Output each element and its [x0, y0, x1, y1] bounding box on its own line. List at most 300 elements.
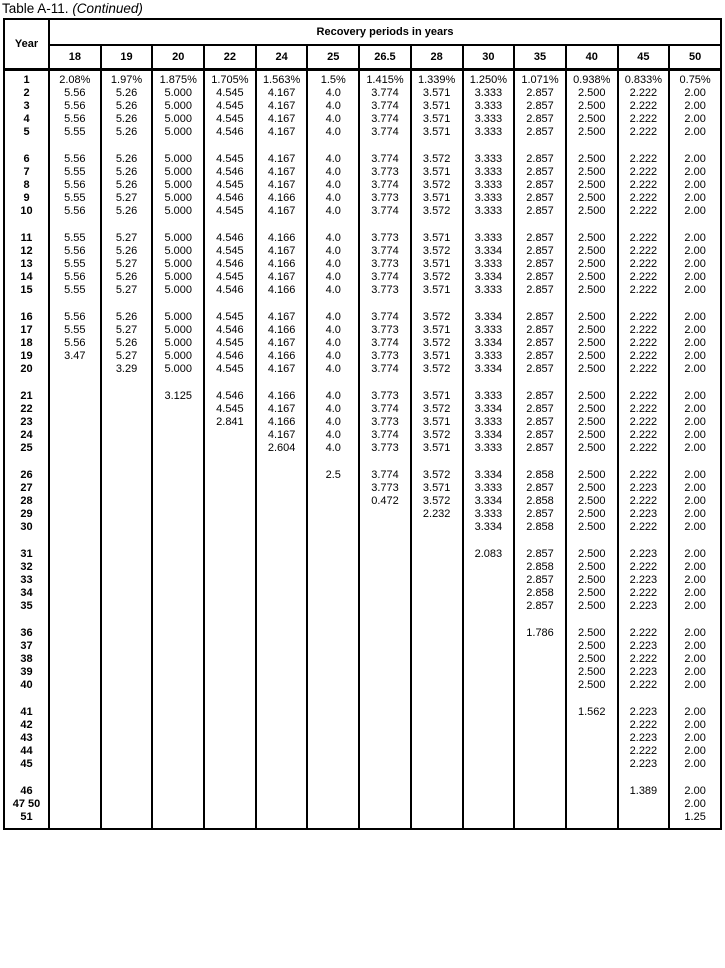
spacer-cell — [152, 297, 204, 311]
table-row — [4, 798, 721, 811]
spacer-cell — [359, 376, 411, 390]
spacer-cell — [4, 139, 49, 153]
spacer-cell — [307, 297, 359, 311]
spacer-cell — [514, 139, 566, 153]
spacer-cell — [256, 692, 308, 706]
spacer-cell — [256, 455, 308, 469]
title-continued: (Continued) — [72, 1, 143, 16]
rate-cell: 3.571 — [411, 416, 463, 429]
year-label: 14 — [4, 271, 49, 284]
year-label: 22 — [4, 403, 49, 416]
rate-cell — [49, 390, 101, 403]
rate-cell — [204, 521, 256, 534]
group-spacer-row — [4, 218, 721, 232]
spacer-cell — [204, 534, 256, 548]
spacer-cell — [669, 139, 721, 153]
rate-cell — [101, 640, 153, 653]
rate-cell — [49, 706, 101, 719]
rate-cell: 2.857 — [514, 179, 566, 192]
rate-cell — [463, 811, 515, 824]
rate-cell: 2.00 — [669, 232, 721, 245]
rate-cell: 3.334 — [463, 469, 515, 482]
year-label: 27 — [4, 482, 49, 495]
rate-cell: 2.08% — [49, 74, 101, 87]
spacer-cell — [256, 297, 308, 311]
rate-cell — [411, 640, 463, 653]
rate-cell — [307, 600, 359, 613]
table-row — [4, 403, 721, 416]
spacer-cell — [101, 297, 153, 311]
rate-cell: 1.97% — [101, 74, 153, 87]
rate-cell — [307, 666, 359, 679]
rate-cell: 2.857 — [514, 324, 566, 337]
rate-cell: 5.26 — [101, 337, 153, 350]
rate-cell — [359, 574, 411, 587]
table-row — [4, 416, 721, 429]
table-row — [4, 192, 721, 205]
spacer-cell — [49, 376, 101, 390]
rate-cell: 2.00 — [669, 350, 721, 363]
rate-cell: 2.00 — [669, 574, 721, 587]
rate-cell: 3.773 — [359, 166, 411, 179]
rate-cell: 5.26 — [101, 311, 153, 324]
rate-cell: 2.5 — [307, 469, 359, 482]
spacer-cell — [411, 376, 463, 390]
rate-cell: 3.774 — [359, 403, 411, 416]
rate-cell: 5.26 — [101, 271, 153, 284]
year-label: 43 — [4, 732, 49, 745]
rate-cell — [463, 758, 515, 771]
rate-cell: 2.00 — [669, 324, 721, 337]
rate-cell: 5.000 — [152, 337, 204, 350]
year-label: 17 — [4, 324, 49, 337]
rate-cell: 4.167 — [256, 271, 308, 284]
rate-cell: 5.27 — [101, 258, 153, 271]
rate-cell — [359, 508, 411, 521]
rate-cell: 2.00 — [669, 679, 721, 692]
rate-cell: 2.500 — [566, 153, 618, 166]
spacer-cell — [618, 218, 670, 232]
rate-cell: 3.333 — [463, 166, 515, 179]
spacer-cell — [618, 824, 670, 829]
rate-cell: 3.333 — [463, 232, 515, 245]
rate-cell: 3.334 — [463, 245, 515, 258]
spacer-cell — [463, 692, 515, 706]
rate-cell: 2.857 — [514, 390, 566, 403]
rate-cell — [359, 719, 411, 732]
column-header-35: 35 — [514, 45, 566, 70]
rate-cell — [101, 429, 153, 442]
rate-cell — [411, 587, 463, 600]
rate-cell — [359, 600, 411, 613]
rate-cell — [411, 719, 463, 732]
spacer-cell — [411, 692, 463, 706]
rate-cell: 1.705% — [204, 74, 256, 87]
rate-cell: 2.500 — [566, 179, 618, 192]
rate-cell: 2.222 — [618, 324, 670, 337]
table-row — [4, 126, 721, 139]
rate-cell — [204, 719, 256, 732]
rate-cell: 3.333 — [463, 390, 515, 403]
rate-cell — [152, 469, 204, 482]
rate-cell: 5.000 — [152, 166, 204, 179]
rate-cell: 2.00 — [669, 258, 721, 271]
rate-cell: 3.571 — [411, 350, 463, 363]
column-header-25: 25 — [307, 45, 359, 70]
group-spacer-row — [4, 771, 721, 785]
rate-cell: 4.0 — [307, 258, 359, 271]
rate-cell: 2.222 — [618, 587, 670, 600]
rate-cell — [463, 719, 515, 732]
rate-cell — [359, 732, 411, 745]
rate-cell: 2.841 — [204, 416, 256, 429]
rate-cell: 5.55 — [49, 232, 101, 245]
spacer-cell — [307, 771, 359, 785]
rate-cell — [152, 640, 204, 653]
rate-cell: 2.00 — [669, 192, 721, 205]
table-row — [4, 271, 721, 284]
rate-cell: 4.0 — [307, 87, 359, 100]
rate-cell — [463, 745, 515, 758]
table-body — [4, 70, 721, 829]
rate-cell: 5.000 — [152, 284, 204, 297]
rate-cell — [49, 429, 101, 442]
spacer-cell — [307, 692, 359, 706]
rate-cell: 5.27 — [101, 284, 153, 297]
table-row — [4, 679, 721, 692]
rate-cell: 3.572 — [411, 429, 463, 442]
rate-cell: 3.334 — [463, 271, 515, 284]
table-row — [4, 390, 721, 403]
rate-cell — [307, 521, 359, 534]
rate-cell — [307, 627, 359, 640]
spacer-cell — [514, 455, 566, 469]
year-label: 8 — [4, 179, 49, 192]
rate-cell: 2.500 — [566, 390, 618, 403]
rate-cell: 0.938% — [566, 74, 618, 87]
rate-cell: 2.857 — [514, 429, 566, 442]
spacer-cell — [256, 824, 308, 829]
rate-cell — [152, 600, 204, 613]
spacer-cell — [566, 534, 618, 548]
rate-cell — [256, 679, 308, 692]
rate-cell: 2.222 — [618, 166, 670, 179]
table-row — [4, 495, 721, 508]
year-label: 41 — [4, 706, 49, 719]
rate-cell: 2.00 — [669, 627, 721, 640]
rate-cell: 3.572 — [411, 311, 463, 324]
rate-cell — [514, 679, 566, 692]
rate-cell — [101, 653, 153, 666]
spacer-cell — [359, 824, 411, 829]
rate-cell: 2.00 — [669, 429, 721, 442]
rate-cell: 2.857 — [514, 311, 566, 324]
rate-cell — [49, 574, 101, 587]
rate-cell: 2.857 — [514, 271, 566, 284]
rate-cell — [256, 495, 308, 508]
spacer-cell — [101, 376, 153, 390]
rate-cell: 4.546 — [204, 390, 256, 403]
rate-cell: 4.167 — [256, 363, 308, 376]
rate-cell: 2.500 — [566, 192, 618, 205]
rate-cell: 4.545 — [204, 113, 256, 126]
column-header-18: 18 — [49, 45, 101, 70]
rate-cell: 5.55 — [49, 166, 101, 179]
rate-cell: 4.0 — [307, 429, 359, 442]
rate-cell — [101, 679, 153, 692]
rate-cell — [359, 653, 411, 666]
rate-cell — [204, 574, 256, 587]
rate-cell — [411, 600, 463, 613]
rate-cell — [307, 587, 359, 600]
rate-cell: 2.00 — [669, 179, 721, 192]
header-top-row — [4, 19, 721, 45]
rate-cell: 2.00 — [669, 113, 721, 126]
spacer-cell — [152, 824, 204, 829]
spacer-cell — [566, 139, 618, 153]
recovery-periods-header: Recovery periods in years — [49, 19, 721, 45]
rate-cell: 3.774 — [359, 100, 411, 113]
rate-cell — [256, 653, 308, 666]
rate-cell — [411, 653, 463, 666]
rate-cell: 2.223 — [618, 706, 670, 719]
spacer-cell — [514, 297, 566, 311]
year-label: 18 — [4, 337, 49, 350]
rate-cell: 2.00 — [669, 732, 721, 745]
spacer-cell — [618, 376, 670, 390]
year-label: 23 — [4, 416, 49, 429]
table-row — [4, 153, 721, 166]
rate-cell — [152, 679, 204, 692]
rate-cell — [411, 521, 463, 534]
rate-cell — [49, 745, 101, 758]
spacer-cell — [152, 139, 204, 153]
year-label: 24 — [4, 429, 49, 442]
rate-cell: 3.334 — [463, 337, 515, 350]
rate-cell: 4.167 — [256, 166, 308, 179]
rate-cell: 2.500 — [566, 271, 618, 284]
rate-cell: 5.27 — [101, 192, 153, 205]
year-label: 31 — [4, 548, 49, 561]
group-spacer-row — [4, 455, 721, 469]
rate-cell — [101, 732, 153, 745]
rate-cell: 5.56 — [49, 271, 101, 284]
rate-cell: 2.222 — [618, 337, 670, 350]
rate-cell — [463, 587, 515, 600]
column-header-row — [4, 45, 721, 70]
rate-cell: 4.546 — [204, 258, 256, 271]
spacer-cell — [566, 376, 618, 390]
table-row — [4, 521, 721, 534]
rate-cell: 3.572 — [411, 271, 463, 284]
rate-cell — [152, 482, 204, 495]
rate-cell: 3.774 — [359, 153, 411, 166]
table-row — [4, 284, 721, 297]
rate-cell — [204, 442, 256, 455]
rate-cell — [204, 429, 256, 442]
spacer-cell — [307, 139, 359, 153]
spacer-cell — [152, 376, 204, 390]
rate-cell: 2.00 — [669, 745, 721, 758]
rate-cell — [49, 798, 101, 811]
spacer-cell — [49, 613, 101, 627]
rate-cell: 2.500 — [566, 653, 618, 666]
spacer-cell — [566, 218, 618, 232]
rate-cell: 2.500 — [566, 205, 618, 218]
rate-cell: 2.500 — [566, 232, 618, 245]
rate-cell: 3.47 — [49, 350, 101, 363]
rate-cell: 4.167 — [256, 153, 308, 166]
rate-cell: 4.167 — [256, 337, 308, 350]
rate-cell — [204, 666, 256, 679]
rate-cell: 2.500 — [566, 469, 618, 482]
rate-cell: 4.0 — [307, 271, 359, 284]
spacer-cell — [307, 376, 359, 390]
table-row — [4, 482, 721, 495]
column-header-30: 30 — [463, 45, 515, 70]
rate-cell: 3.333 — [463, 284, 515, 297]
rate-cell — [514, 640, 566, 653]
group-spacer-row — [4, 613, 721, 627]
year-label: 15 — [4, 284, 49, 297]
rate-cell — [152, 495, 204, 508]
rate-cell — [307, 640, 359, 653]
spacer-cell — [669, 692, 721, 706]
rate-cell: 3.773 — [359, 416, 411, 429]
rate-cell: 2.858 — [514, 469, 566, 482]
rate-cell: 5.56 — [49, 100, 101, 113]
rate-cell: 2.500 — [566, 284, 618, 297]
rate-cell — [514, 706, 566, 719]
rate-cell — [256, 758, 308, 771]
rate-cell: 2.222 — [618, 192, 670, 205]
rate-cell — [256, 482, 308, 495]
rate-cell: 4.0 — [307, 205, 359, 218]
rate-cell: 4.546 — [204, 324, 256, 337]
rate-cell — [256, 640, 308, 653]
rate-cell: 4.545 — [204, 337, 256, 350]
rate-cell: 3.773 — [359, 350, 411, 363]
rate-cell — [307, 745, 359, 758]
spacer-cell — [618, 139, 670, 153]
rate-cell: 3.774 — [359, 311, 411, 324]
rate-cell: 3.774 — [359, 469, 411, 482]
column-header-22: 22 — [204, 45, 256, 70]
rate-cell — [101, 442, 153, 455]
table-row — [4, 100, 721, 113]
spacer-cell — [618, 297, 670, 311]
rate-cell: 3.571 — [411, 232, 463, 245]
rate-cell: 2.223 — [618, 508, 670, 521]
rate-cell — [463, 640, 515, 653]
spacer-cell — [204, 376, 256, 390]
rate-cell: 5.26 — [101, 100, 153, 113]
rate-cell: 3.773 — [359, 232, 411, 245]
rate-cell — [49, 627, 101, 640]
rate-cell — [49, 732, 101, 745]
rate-cell: 2.223 — [618, 640, 670, 653]
rate-cell: 3.571 — [411, 258, 463, 271]
rate-cell: 2.222 — [618, 87, 670, 100]
rate-cell: 3.334 — [463, 363, 515, 376]
rate-cell: 4.167 — [256, 429, 308, 442]
rate-cell: 4.166 — [256, 258, 308, 271]
rate-cell: 2.500 — [566, 166, 618, 179]
column-header-28: 28 — [411, 45, 463, 70]
rate-cell: 2.500 — [566, 429, 618, 442]
rate-cell — [204, 627, 256, 640]
rate-cell: 2.00 — [669, 508, 721, 521]
rate-cell — [514, 719, 566, 732]
rate-cell: 2.222 — [618, 495, 670, 508]
rate-cell — [618, 798, 670, 811]
depreciation-rate-table — [3, 18, 722, 830]
rate-cell — [101, 574, 153, 587]
rate-cell: 1.786 — [514, 627, 566, 640]
rate-cell: 5.000 — [152, 271, 204, 284]
rate-cell — [49, 521, 101, 534]
rate-cell: 3.572 — [411, 403, 463, 416]
rate-cell: 3.571 — [411, 442, 463, 455]
rate-cell: 2.857 — [514, 100, 566, 113]
rate-cell — [204, 798, 256, 811]
rate-cell — [256, 521, 308, 534]
rate-cell — [256, 706, 308, 719]
rate-cell — [152, 403, 204, 416]
spacer-cell — [514, 692, 566, 706]
rate-cell: 5.000 — [152, 192, 204, 205]
rate-cell: 2.222 — [618, 403, 670, 416]
rate-cell: 4.546 — [204, 126, 256, 139]
rate-cell — [152, 548, 204, 561]
spacer-cell — [101, 771, 153, 785]
table-row — [4, 205, 721, 218]
spacer-cell — [307, 824, 359, 829]
rate-cell: 4.0 — [307, 350, 359, 363]
rate-cell: 4.166 — [256, 350, 308, 363]
rate-cell — [566, 758, 618, 771]
rate-cell: 5.000 — [152, 245, 204, 258]
rate-cell — [49, 640, 101, 653]
rate-cell: 3.333 — [463, 416, 515, 429]
rate-cell: 2.00 — [669, 785, 721, 798]
rate-cell: 3.333 — [463, 205, 515, 218]
rate-cell — [49, 416, 101, 429]
rate-cell: 2.500 — [566, 587, 618, 600]
rate-cell: 5.27 — [101, 350, 153, 363]
spacer-cell — [49, 692, 101, 706]
rate-cell: 5.56 — [49, 337, 101, 350]
rate-cell: 2.858 — [514, 495, 566, 508]
rate-cell — [256, 548, 308, 561]
rate-cell: 5.56 — [49, 179, 101, 192]
rate-cell — [359, 587, 411, 600]
rate-cell: 4.545 — [204, 179, 256, 192]
rate-cell — [49, 548, 101, 561]
rate-cell: 2.857 — [514, 350, 566, 363]
rate-cell: 3.773 — [359, 442, 411, 455]
column-header-19: 19 — [101, 45, 153, 70]
rate-cell: 2.857 — [514, 245, 566, 258]
spacer-cell — [204, 218, 256, 232]
rate-cell: 5.26 — [101, 113, 153, 126]
rate-cell — [204, 732, 256, 745]
rate-cell: 2.222 — [618, 745, 670, 758]
rate-cell: 3.774 — [359, 205, 411, 218]
year-label: 42 — [4, 719, 49, 732]
table-row — [4, 350, 721, 363]
rate-cell: 2.222 — [618, 271, 670, 284]
